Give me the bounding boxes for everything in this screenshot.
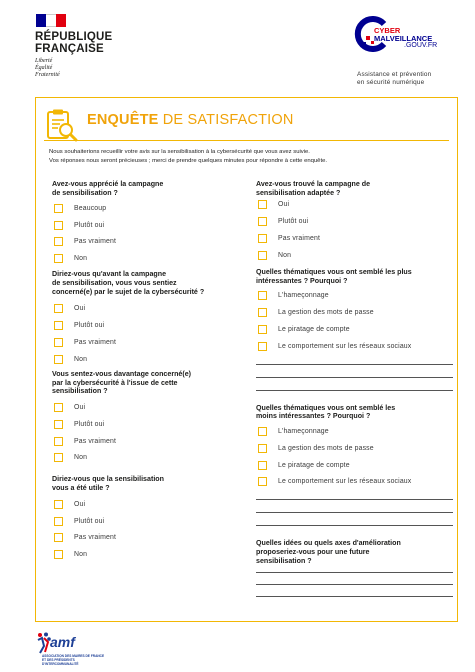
option-row[interactable]: Pas vraiment — [256, 230, 456, 247]
checkbox[interactable] — [258, 427, 267, 436]
checkbox[interactable] — [54, 437, 63, 446]
answer-line[interactable] — [256, 512, 453, 513]
question-block — [256, 539, 456, 596]
option-row[interactable]: Le comportement sur les réseaux sociaux — [256, 474, 456, 491]
answer-line[interactable] — [256, 596, 453, 597]
partner-line1: CYBER — [374, 26, 401, 35]
gov-title-line1: RÉPUBLIQUE — [35, 31, 113, 43]
checkbox[interactable] — [54, 304, 63, 313]
partner-line3: .GOUV.FR — [404, 42, 438, 49]
checkbox[interactable] — [54, 237, 63, 246]
republique-francaise-logo — [35, 14, 135, 79]
checkbox[interactable] — [258, 308, 267, 317]
checkbox[interactable] — [54, 221, 63, 230]
question-text: Vous sentez-vous davantage concerné(e) par la cybersécurité à l'issue de cette sensibilisation ? — [52, 369, 192, 396]
question-text: Diriez-vous que la sensibilisation vous a été utile ? — [52, 475, 164, 493]
option-row[interactable]: Plutôt oui — [52, 217, 252, 234]
option-row[interactable]: Oui — [52, 301, 252, 318]
question-text: Avez-vous apprécié la campagne de sensibilisation ? — [52, 180, 164, 197]
option-row[interactable]: Plutôt oui — [52, 317, 252, 334]
survey-frame — [35, 97, 458, 622]
checkbox[interactable] — [258, 217, 267, 226]
option-row[interactable]: L'hameçonnage — [256, 287, 456, 304]
option-row[interactable]: Non — [52, 546, 252, 563]
amf-logo — [34, 630, 114, 670]
amf-wordmark: amf — [50, 634, 75, 650]
checkbox[interactable] — [54, 254, 63, 263]
option-row[interactable]: Oui — [52, 399, 252, 416]
cybermalveillance-logo — [352, 14, 462, 86]
clipboard-search-icon — [46, 108, 78, 142]
option-row[interactable]: Non — [256, 247, 456, 264]
checkbox[interactable] — [54, 403, 63, 412]
option-row[interactable]: L'hameçonnage — [256, 423, 456, 440]
checkbox[interactable] — [54, 420, 63, 429]
question-block — [52, 370, 252, 467]
option-row[interactable]: Pas vraiment — [52, 530, 252, 547]
checkbox[interactable] — [54, 533, 63, 542]
answer-line[interactable] — [256, 499, 453, 500]
answer-line[interactable] — [256, 390, 453, 391]
intro-text: Nous souhaiterions recueillir votre avis sur la sensibilisation à la cybersécurité que vous avez suivie. Vos réponses nous seront précieuses ; merci de prendre quelques minutes pour répondre à cette enquête. — [49, 149, 328, 164]
checkbox[interactable] — [258, 291, 267, 300]
left-column — [52, 180, 252, 563]
checkbox[interactable] — [258, 234, 267, 243]
checkbox[interactable] — [54, 355, 63, 364]
checkbox[interactable] — [54, 338, 63, 347]
checkbox[interactable] — [54, 453, 63, 462]
question-block — [256, 404, 456, 527]
option-row[interactable]: La gestion des mots de passe — [256, 304, 456, 321]
partner-line2: MALVEILLANCE — [374, 33, 433, 43]
answer-line[interactable] — [256, 572, 453, 573]
question-text: Diriez-vous qu'avant la campagne de sensibilisation, vous vous sentiez concerné(e) par le sujet de la cybersécurité ? — [52, 270, 205, 296]
checkbox[interactable] — [54, 517, 63, 526]
question-block — [256, 268, 456, 391]
option-row[interactable]: Le comportement sur les réseaux sociaux — [256, 338, 456, 355]
title-divider — [44, 140, 449, 141]
answer-line[interactable] — [256, 584, 453, 585]
checkbox[interactable] — [258, 325, 267, 334]
option-row[interactable]: Le piratage de compte — [256, 321, 456, 338]
question-text: Quelles thématiques vous ont semblé les plus intéressantes ? Pourquoi ? — [256, 267, 412, 285]
question-text: Quelles thématiques vous ont semblé les moins intéressantes ? Pourquoi ? — [256, 403, 396, 421]
checkbox[interactable] — [54, 550, 63, 559]
option-row[interactable]: Beaucoup — [52, 200, 252, 217]
gov-title-line2: FRANÇAISE — [35, 43, 104, 55]
option-row[interactable]: Oui — [256, 197, 456, 214]
question-block — [52, 270, 252, 368]
option-row[interactable]: Non — [52, 250, 252, 267]
option-row[interactable]: La gestion des mots de passe — [256, 440, 456, 457]
question-text: Avez-vous trouvé la campagne de sensibilisation adaptée ? — [256, 180, 371, 197]
checkbox[interactable] — [258, 461, 267, 470]
checkbox[interactable] — [54, 500, 63, 509]
checkbox[interactable] — [54, 321, 63, 330]
option-row[interactable]: Pas vraiment — [52, 334, 252, 351]
french-flag-icon — [36, 14, 66, 27]
checkbox[interactable] — [258, 200, 267, 209]
right-column — [256, 180, 456, 597]
answer-line[interactable] — [256, 377, 453, 378]
option-row[interactable]: Plutôt oui — [256, 213, 456, 230]
option-row[interactable]: Pas vraiment — [52, 234, 252, 251]
checkbox[interactable] — [258, 444, 267, 453]
option-row[interactable]: Non — [52, 351, 252, 368]
checkbox[interactable] — [258, 477, 267, 486]
motto: Liberté Égalité Fraternité — [35, 58, 60, 78]
question-block — [52, 475, 252, 563]
checkbox[interactable] — [258, 251, 267, 260]
checkbox[interactable] — [54, 204, 63, 213]
question-text: Quelles idées ou quels axes d'amélioration proposeriez-vous pour une future sensibilisation ? — [256, 539, 401, 565]
question-block — [256, 180, 456, 264]
page-title: ENQUÊTE DE SATISFACTION — [87, 112, 294, 128]
option-row[interactable]: Le piratage de compte — [256, 457, 456, 474]
checkbox[interactable] — [258, 342, 267, 351]
partner-tagline: Assistance et prévention en sécurité numérique — [357, 71, 432, 86]
answer-line[interactable] — [256, 364, 453, 365]
option-row[interactable]: Plutôt oui — [52, 513, 252, 530]
option-row[interactable]: Pas vraiment — [52, 433, 252, 450]
answer-line[interactable] — [256, 525, 453, 526]
option-row[interactable]: Non — [52, 450, 252, 467]
option-row[interactable]: Oui — [52, 496, 252, 513]
amf-subtitle: ASSOCIATION DES MAIRES DE FRANCE ET DES PRÉSIDENTS D'INTERCOMMUNALITÉ — [42, 654, 105, 666]
option-row[interactable]: Plutôt oui — [52, 416, 252, 433]
